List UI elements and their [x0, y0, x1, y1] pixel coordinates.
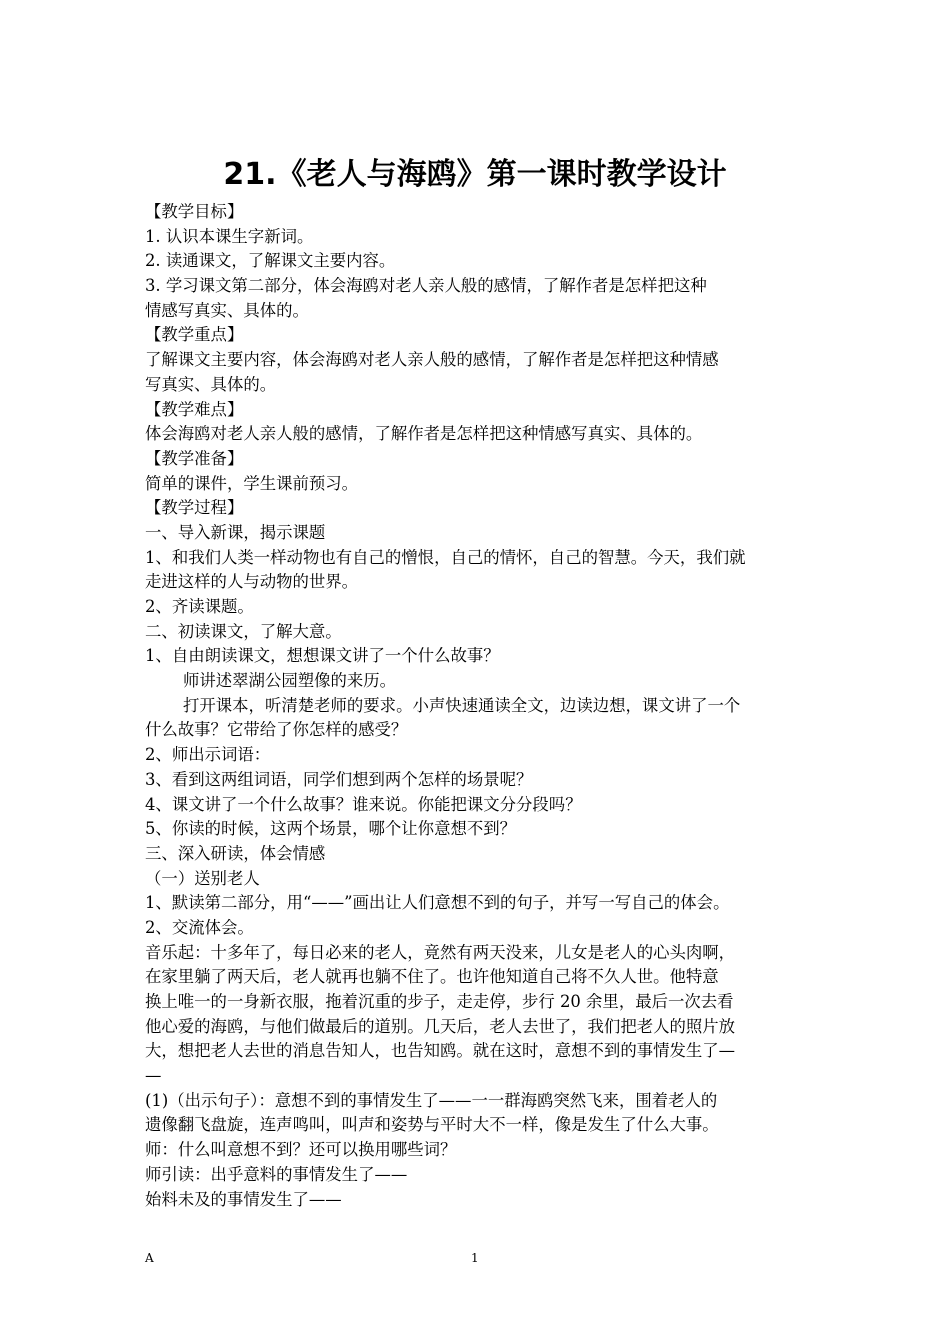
text-line: 【教学过程】: [145, 498, 244, 518]
text-line: 音乐起：十多年了，每日必来的老人，竟然有两天没来，儿女是老人的心头肉啊，: [145, 942, 736, 962]
text-line: 三、深入研读，体会情感: [145, 843, 326, 863]
text-line: 情感写真实、具体的。: [145, 300, 309, 320]
text-line: 简单的课件，学生课前预习。: [145, 473, 359, 493]
text-line: 二、初读课文，了解大意。: [145, 621, 342, 641]
document-title: 21.《老人与海鸥》第一课时教学设计: [223, 157, 727, 192]
footer-left-mark: A: [145, 1251, 154, 1265]
page-number: 1: [471, 1251, 479, 1265]
text-line: 【教学目标】: [145, 202, 244, 221]
text-line: 【教学难点】: [145, 399, 244, 419]
text-line: 体会海鸥对老人亲人般的感情，了解作者是怎样把这种情感写真实、具体的。: [145, 424, 703, 444]
text-line: 【教学重点】: [145, 325, 244, 345]
text-line: 2. 读通课文，了解课文主要内容。: [145, 251, 396, 271]
text-line: 2、交流体会。: [145, 917, 254, 937]
text-line: 师引读：出乎意料的事情发生了——: [145, 1164, 408, 1184]
text-line: 5、你读的时候，这两个场景，哪个让你意想不到？: [145, 819, 517, 839]
text-line: 写真实、具体的。: [145, 374, 277, 394]
text-line: （一）送别老人: [145, 868, 260, 888]
text-line: 【教学准备】: [145, 448, 244, 468]
text-line: 1、默读第二部分，用“——”画出让人们意想不到的句子，并写一写自己的体会。: [145, 893, 730, 913]
text-line: 在家里躺了两天后，老人就再也躺不住了。也许他知道自己将不久人世。他特意: [145, 967, 719, 987]
text-line: 什么故事？它带给了你怎样的感受？: [145, 720, 408, 740]
text-line: 大，想把老人去世的消息告知人，也告知鸥。就在这时，意想不到的事情发生了—: [145, 1041, 736, 1061]
text-line: 师讲述翠湖公园塑像的来历。: [183, 671, 397, 691]
text-line: 打开课本，听清楚老师的要求。小声快速通读全文，边读边想，课文讲了一个: [183, 695, 741, 715]
text-line: 换上唯一的一身新衣服，拖着沉重的步子，走走停，步行 20 余里，最后一次去看: [145, 992, 734, 1011]
text-line: 1. 认识本课生字新词。: [145, 226, 314, 246]
text-line: 走进这样的人与动物的世界。: [145, 572, 359, 592]
text-line: 师：什么叫意想不到？还可以换用哪些词？: [145, 1140, 457, 1160]
text-line: 1、和我们人类一样动物也有自己的憎恨，自己的情怀，自己的智慧。今天，我们就: [145, 547, 746, 567]
text-line: 遗像翻飞盘旋，连声鸣叫，叫声和姿势与平时大不一样，像是发生了什么大事。: [145, 1115, 719, 1135]
text-line: 4、课文讲了一个什么故事？谁来说。你能把课文分分段吗？: [145, 794, 582, 814]
text-line: 2、师出示词语：: [145, 745, 271, 765]
text-line: 他心爱的海鸥，与他们做最后的道别。几天后，老人去世了，我们把老人的照片放: [145, 1016, 736, 1036]
text-line: 3、看到这两组词语，同学们想到两个怎样的场景呢？: [145, 769, 533, 789]
text-line: 了解课文主要内容，体会海鸥对老人亲人般的感情，了解作者是怎样把这种情感: [145, 350, 719, 370]
text-line: 3. 学习课文第二部分，体会海鸥对老人亲人般的感情，了解作者是怎样把这种: [145, 276, 707, 296]
text-line: 1、自由朗读课文，想想课文讲了一个什么故事？: [145, 646, 500, 666]
text-line: 一、导入新课，揭示课题: [145, 522, 326, 542]
text-line: (1)（出示句子）：意想不到的事情发生了——一一群海鸥突然飞来，围着老人的: [145, 1090, 718, 1110]
document-body: [145, 200, 825, 1212]
text-line: 2、齐读课题。: [145, 597, 254, 616]
text-line: —: [145, 1066, 162, 1086]
text-line: 始料未及的事情发生了——: [145, 1189, 342, 1209]
